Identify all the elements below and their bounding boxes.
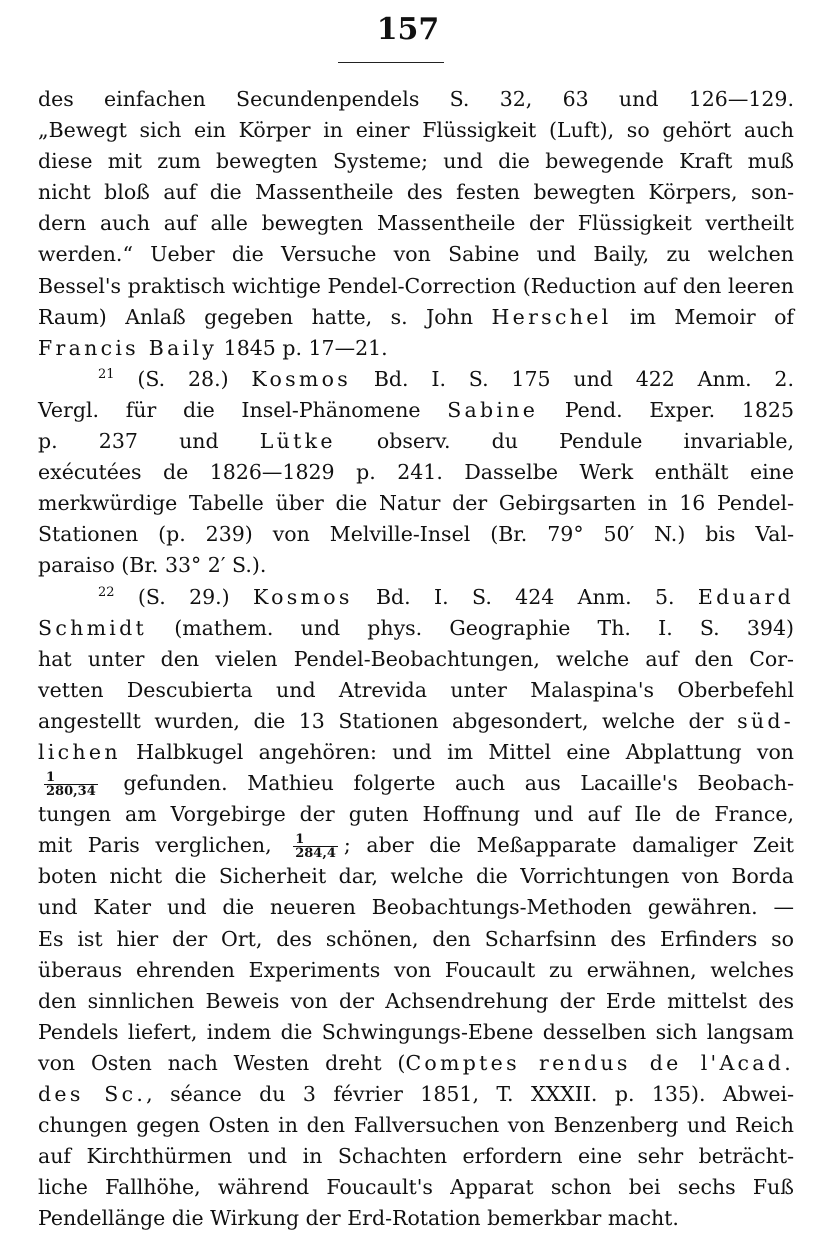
text-run: von Osten nach Westen dreht ( [38,1050,406,1075]
text-run: diese mit zum bewegten Systeme; und die bewegende Kraft muß [38,149,794,174]
spaced-name: Lütke [259,429,336,454]
text-run: (S. 29.) [114,584,254,609]
text-line [38,550,794,581]
text-run: „Bewegt sich ein Körper in einer Flüssigkeit (Luft), so gehört auch [38,118,794,143]
text-line [38,986,794,1017]
spaced-name: Kosmos [253,584,353,609]
spaced-name: Schmidt [38,615,148,640]
text-run: des einfachen Secundenpendels S. 32, 63 und 126—129. [38,87,794,111]
text-line [38,395,794,426]
spaced-name: Eduard [697,584,794,609]
text-run: Raum) Anlaß gegeben hatte, s. John [38,304,492,329]
body-text [38,84,794,1234]
text-run: Bessel's praktisch wichtige Pendel-Correction (Reduction auf den leeren [38,273,794,298]
text-line [38,302,794,333]
text-line [38,1110,794,1141]
text-run: auf Kirchthürmen und in Schachten erfordern eine sehr beträcht- [38,1144,794,1169]
text-run: mit Paris verglichen, [38,833,288,858]
text-run: (S. 28.) [114,366,252,391]
fraction-numerator: 1 [293,833,338,847]
text-run: merkwürdige Tabelle über die Natur der Gebirgsarten in 16 Pendel- [38,491,794,516]
text-line [38,146,794,177]
text-run: dern auch auf alle bewegten Massentheile der Flüssigkeit vertheilt [38,211,794,236]
text-run: ; aber die Meßapparate damaliger Zeit [343,833,794,858]
text-run: tungen am Vorgebirge der guten Hoffnung und auf Ile de France, [38,802,794,827]
text-line [38,177,794,208]
text-run: boten nicht die Sicherheit dar, welche die Vorrichtungen von Borda [38,864,794,889]
text-line [38,1048,794,1079]
text-line [38,1017,794,1048]
text-line [38,1079,794,1110]
text-run: hat unter den vielen Pendel-Beobachtungen, welche auf den Cor- [38,646,794,671]
text-line [38,208,794,239]
text-line [38,675,794,706]
text-line [38,426,794,457]
spaced-name: Comptes rendus de l'Acad. [405,1050,794,1075]
text-run: Pend. Exper. 1825 [538,397,794,422]
spaced-name: süd- [737,708,794,733]
text-run: paraiso (Br. 33° 2′ S.). [38,553,267,578]
text-line [38,644,794,675]
text-run: Vergl. für die Insel-Phänomene [38,397,448,422]
text-line [38,1203,794,1234]
text-run: werden.“ Ueber die Versuche von Sabine und Baily, zu welchen [38,242,794,267]
spaced-name: lichen [38,739,121,764]
text-line [38,768,794,799]
footnote-number: 21 [98,367,115,383]
fraction-denominator: 284,4 [295,846,336,862]
text-line [38,333,794,364]
text-line [38,737,794,768]
fraction [293,833,338,860]
text-run: angestellt wurden, die 13 Stationen abgesondert, welche der [38,708,738,733]
text-line [38,799,794,830]
footnote-number: 22 [98,584,115,600]
text-run: Pendellänge die Wirkung der Erd-Rotation bemerkbar macht. [38,1206,679,1231]
text-line [38,364,794,395]
text-run: und Kater und die neueren Beobachtungs-Methoden gewähren. — [38,895,794,920]
text-run: Stationen (p. 239) von Melville-Insel (Br. 79° 50′ N.) bis Val- [38,522,794,547]
text-line [38,955,794,986]
text-line [38,924,794,955]
text-line [38,892,794,923]
text-run: (mathem. und phys. Geographie Th. I. S. 394) [147,615,794,640]
spaced-name: des Sc. [38,1082,147,1106]
spaced-name: Kosmos [251,366,352,391]
text-run: im Memoir of [611,304,794,329]
text-run: p. 237 und [38,429,260,454]
text-run: vetten Descubierta und Atrevida unter Malaspina's Oberbefehl [38,677,794,702]
text-run: , séance du 3 février 1851, T. XXXII. p. 135). Abwei- [146,1082,794,1106]
text-line [38,84,794,115]
text-line [38,457,794,488]
fraction-numerator: 1 [44,771,98,785]
text-run: Bd. I. S. 175 und 422 Anm. 2. [351,366,794,391]
fraction-denominator: 280,34 [46,784,96,800]
text-run: gefunden. Mathieu folgerte auch aus Lacaille's Beobach- [103,771,794,796]
text-run: exécutées de 1826—1829 p. 241. Dasselbe Werk enthält eine [38,460,794,485]
text-line [38,861,794,892]
text-line [38,706,794,737]
text-run: nicht bloß auf die Massentheile des festen bewegten Körpers, son- [38,180,794,205]
text-line [38,488,794,519]
text-run: observ. du Pendule invariable, [335,429,794,454]
text-run: chungen gegen Osten in den Fallversuchen von Benzenberg und Reich [38,1113,794,1138]
text-line [38,519,794,550]
text-run: Es ist hier der Ort, des schönen, den Scharfsinn des Erfinders so [38,926,794,951]
page-number: 157 [376,12,440,47]
text-line [38,613,794,644]
text-line [38,115,794,146]
text-line [38,1172,794,1203]
text-run: den sinnlichen Beweis von der Achsendrehung der Erde mittelst des [38,988,794,1013]
text-line [38,582,794,613]
text-run: liche Fallhöhe, während Foucault's Apparat schon bei sechs Fuß [38,1175,794,1200]
text-line [38,271,794,302]
spaced-name: Herschel [491,304,612,329]
spaced-name: Sabine [447,397,539,422]
text-line [38,239,794,270]
text-line [38,1141,794,1172]
text-run: Bd. I. S. 424 Anm. 5. [352,584,698,609]
text-run: Halbkugel angehören: und im Mittel eine Abplattung von [120,739,794,764]
header-rule [338,62,444,63]
spaced-name: Francis Baily [38,335,218,360]
text-run: Pendels liefert, indem die Schwingungs-Ebene desselben sich langsam [38,1019,794,1044]
text-run: überaus ehrenden Experiments von Foucault zu erwähnen, welches [38,957,794,982]
fraction [44,771,98,798]
text-run: 1845 p. 17—21. [217,335,388,360]
text-line [38,830,794,861]
